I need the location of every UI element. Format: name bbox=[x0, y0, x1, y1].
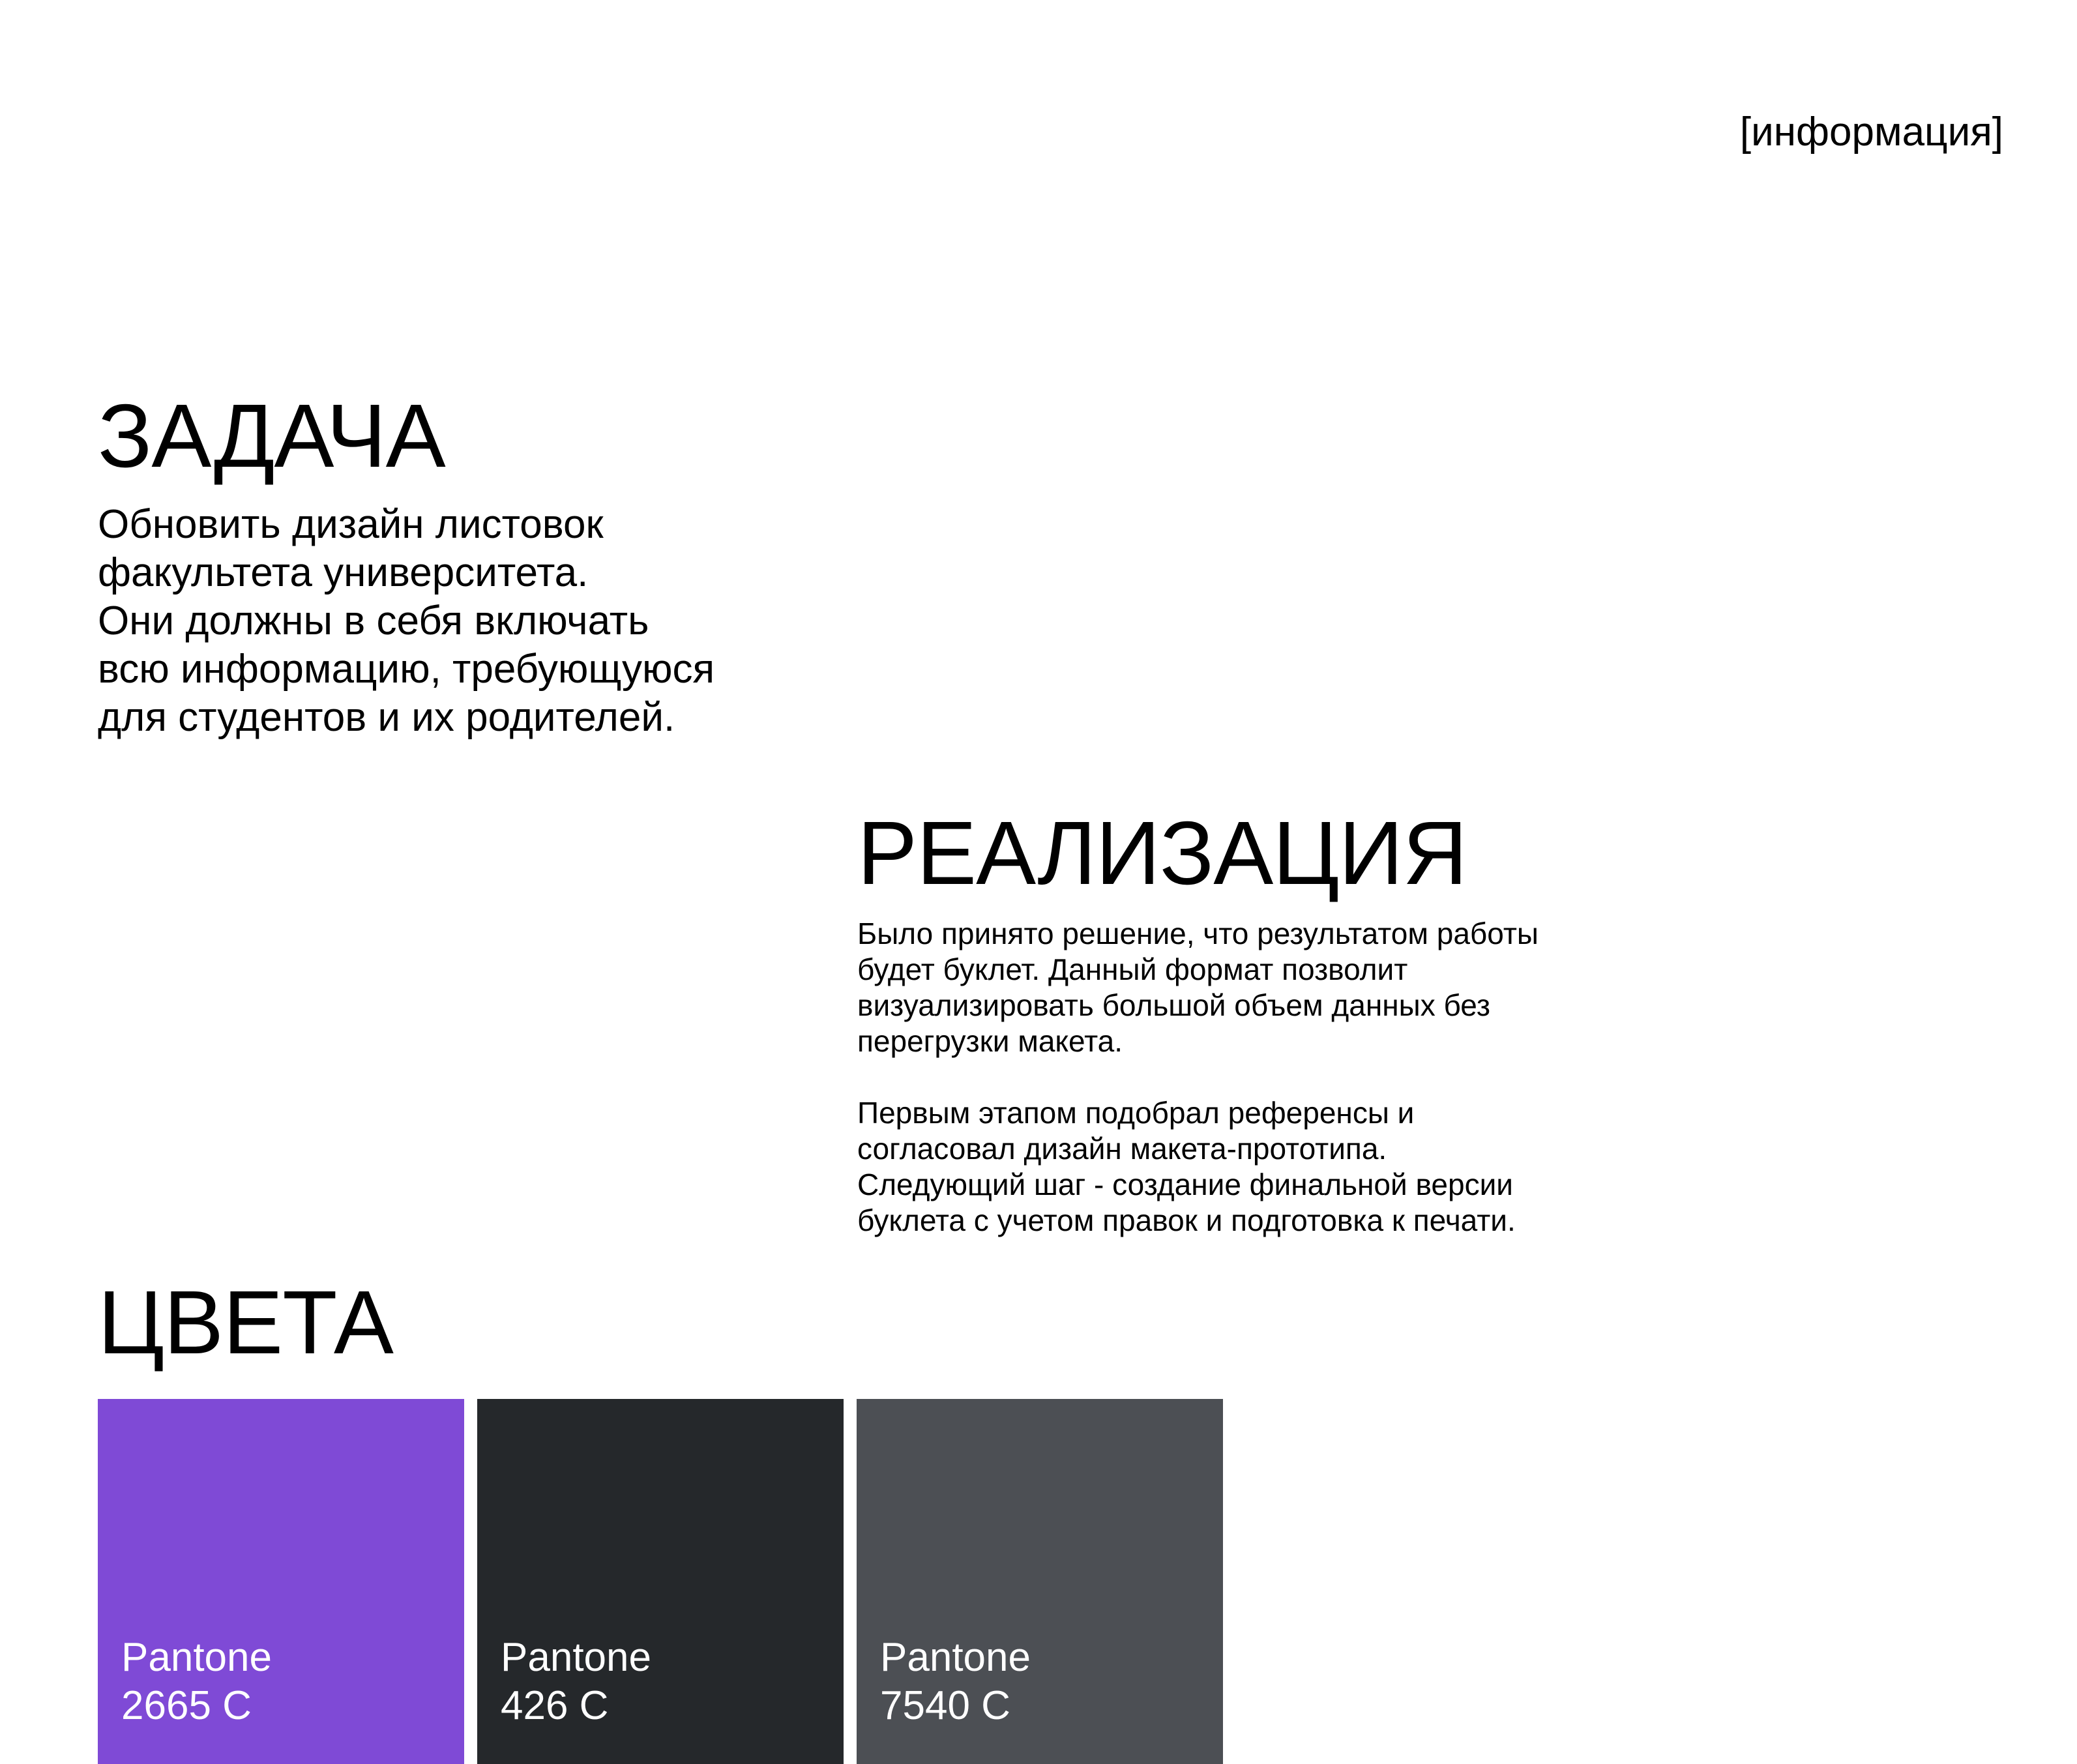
task-line: для студентов и их родителей. bbox=[98, 695, 675, 740]
task-line: факультета университета. bbox=[98, 550, 589, 595]
implementation-heading: РЕАЛИЗАЦИЯ bbox=[857, 803, 1467, 904]
color-swatch-gray bbox=[857, 1399, 1223, 1764]
implementation-line: Следующий шаг - создание финальной версии bbox=[857, 1168, 1513, 1201]
info-label: [информация] bbox=[1739, 110, 2003, 154]
swatch-label bbox=[880, 1634, 1031, 1730]
swatch-label bbox=[121, 1634, 272, 1730]
swatch-brand: Pantone bbox=[501, 1635, 651, 1680]
implementation-description bbox=[857, 916, 1672, 1239]
swatch-brand: Pantone bbox=[121, 1635, 272, 1680]
implementation-line: согласовал дизайн макета-прототипа. bbox=[857, 1132, 1387, 1166]
color-swatches bbox=[98, 1399, 1223, 1764]
implementation-line: перегрузки макета. bbox=[857, 1024, 1123, 1058]
swatch-code: 7540 C bbox=[880, 1683, 1010, 1728]
task-line: всю информацию, требующуюся bbox=[98, 647, 715, 692]
swatch-code: 426 C bbox=[501, 1683, 609, 1728]
swatch-code: 2665 C bbox=[121, 1683, 252, 1728]
color-swatch-purple bbox=[98, 1399, 464, 1764]
color-swatch-dark bbox=[477, 1399, 844, 1764]
implementation-line: будет буклет. Данный формат позволит bbox=[857, 952, 1408, 986]
swatch-label bbox=[501, 1634, 651, 1730]
task-heading: ЗАДАЧА bbox=[98, 386, 445, 486]
implementation-line: буклета с учетом правок и подготовка к печати. bbox=[857, 1203, 1516, 1237]
task-line: Они должны в себя включать bbox=[98, 598, 649, 643]
task-description bbox=[98, 501, 815, 742]
task-line: Обновить дизайн листовок bbox=[98, 502, 604, 547]
implementation-line: Первым этапом подобрал референсы и bbox=[857, 1096, 1415, 1130]
implementation-line: Было принято решение, что результатом работы bbox=[857, 917, 1539, 950]
swatch-brand: Pantone bbox=[880, 1635, 1031, 1680]
colors-heading: ЦВЕТА bbox=[98, 1272, 393, 1373]
implementation-line: визуализировать большой объем данных без bbox=[857, 988, 1490, 1022]
paragraph-gap bbox=[857, 1059, 1672, 1095]
